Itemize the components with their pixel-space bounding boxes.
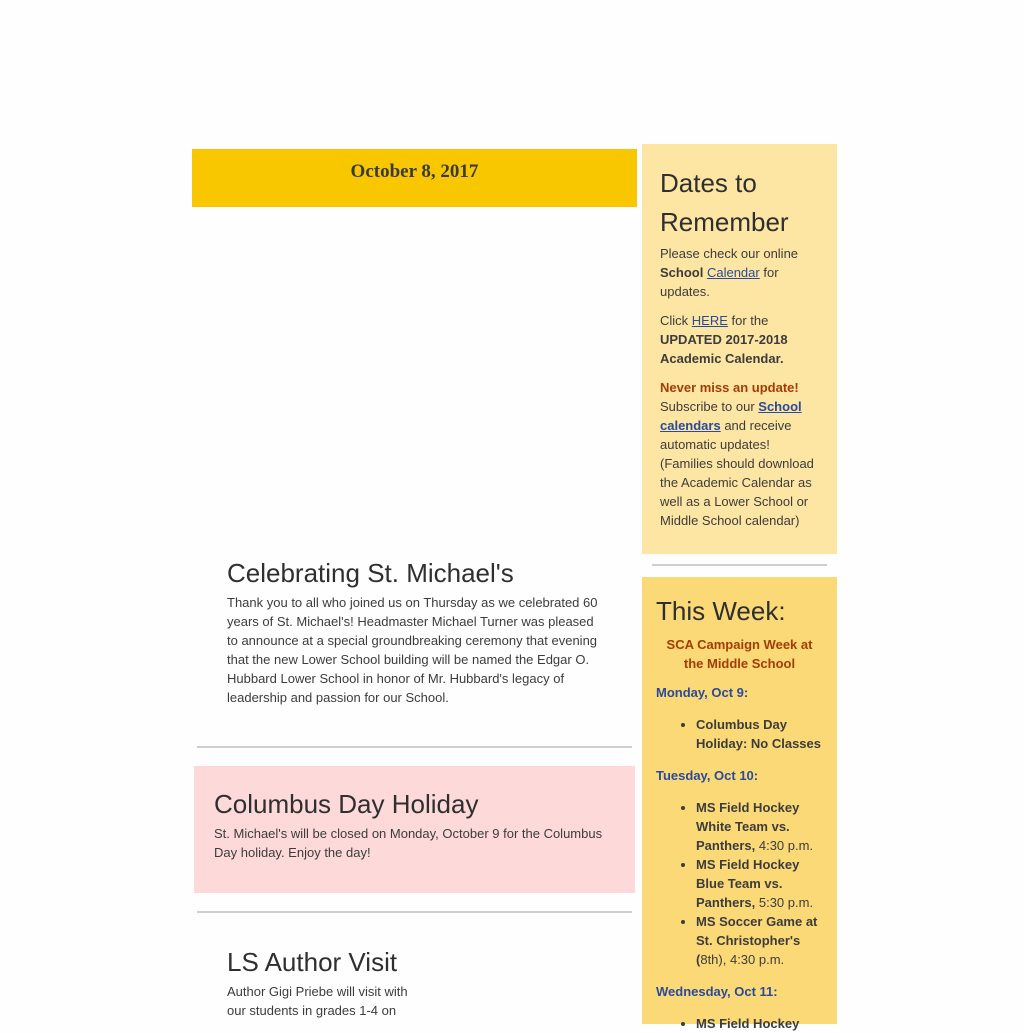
event-title: Columbus Day Holiday: No Classes: [696, 717, 821, 751]
event-list: [656, 798, 823, 969]
day-label: Tuesday, Oct 10:: [656, 768, 759, 783]
event-title: MS Soccer Game at St. Christopher's (: [696, 914, 818, 967]
event-time: 8th), 4:30 p.m.: [700, 952, 785, 967]
celebrate-title: Celebrating St. Michael's: [227, 558, 514, 588]
sidebar-divider: [652, 564, 827, 566]
dates-text-bold: School: [660, 265, 704, 280]
dates-text: Click: [660, 313, 692, 328]
this-week-title: This Week:: [656, 596, 786, 626]
author-section: [227, 946, 427, 1020]
dates-text: Subscribe to our: [660, 399, 759, 414]
event-item: [696, 715, 823, 753]
event-title: MS Field Hockey: [696, 1016, 800, 1031]
dates-text: for the: [727, 313, 769, 328]
newsletter-date: October 8, 2017: [350, 161, 479, 182]
celebrate-body: Thank you to all who joined us on Thursday as we celebrated 60 years of St. Michael's! Headmaster Michael Turner was pleased to announce at a special groundbreaking ceremony that evening that the new Lower School building will be named the Edgar O. Hubbard Lower School in honor of Mr. Hubbard's legacy of leadership and passion for our School.: [227, 595, 598, 705]
school-calendars-link[interactable]: School calendars: [660, 399, 802, 433]
event-item: [696, 912, 823, 969]
here-link[interactable]: HERE: [691, 313, 728, 328]
columbus-body: St. Michael's will be closed on Monday, October 9 for the Columbus Day holiday. Enjoy the day!: [214, 826, 603, 860]
section-divider: [197, 746, 632, 748]
event-title: MS Field Hockey White Team vs. Panthers,: [696, 800, 800, 853]
newsletter-date-banner: [192, 149, 637, 207]
dates-text-bold: UPDATED 2017-2018 Academic Calendar.: [660, 332, 788, 366]
dates-text: Please check our online: [660, 246, 799, 261]
dates-to-remember-panel: [642, 144, 837, 554]
day-label: Wednesday, Oct 11:: [656, 984, 778, 999]
event-title: MS Field Hockey Blue Team vs. Panthers,: [696, 857, 800, 910]
author-body: Author Gigi Priebe will visit with our students in grades 1-4 on: [227, 984, 408, 1018]
section-divider: [197, 911, 632, 913]
dates-paragraph-subscribe: [660, 378, 819, 530]
columbus-section: [194, 766, 635, 893]
dates-paragraph-academic: [660, 311, 819, 368]
celebrate-section: [227, 557, 607, 707]
dates-text: for updates.: [660, 265, 779, 299]
dates-text: and receive automatic updates! (Families should download the Academic Calendar as well as a Lower School or Middle School calendar): [660, 418, 814, 528]
event-time: 4:30 p.m.: [755, 838, 814, 853]
author-title: LS Author Visit: [227, 947, 398, 977]
never-miss-text: Never miss an update!: [660, 380, 799, 395]
day-label: Monday, Oct 9:: [656, 685, 749, 700]
campaign-note: SCA Campaign Week at the Middle School: [666, 637, 813, 671]
event-time: 5:30 p.m.: [755, 895, 814, 910]
dates-paragraph-calendar: [660, 244, 819, 301]
calendar-link[interactable]: Calendar: [706, 265, 760, 280]
event-item: [696, 798, 823, 855]
event-item: [696, 855, 823, 912]
event-list: [656, 715, 823, 753]
columbus-title: Columbus Day Holiday: [214, 789, 479, 819]
this-week-panel: [642, 577, 837, 1031]
dates-title: Dates to Remember: [660, 168, 789, 237]
